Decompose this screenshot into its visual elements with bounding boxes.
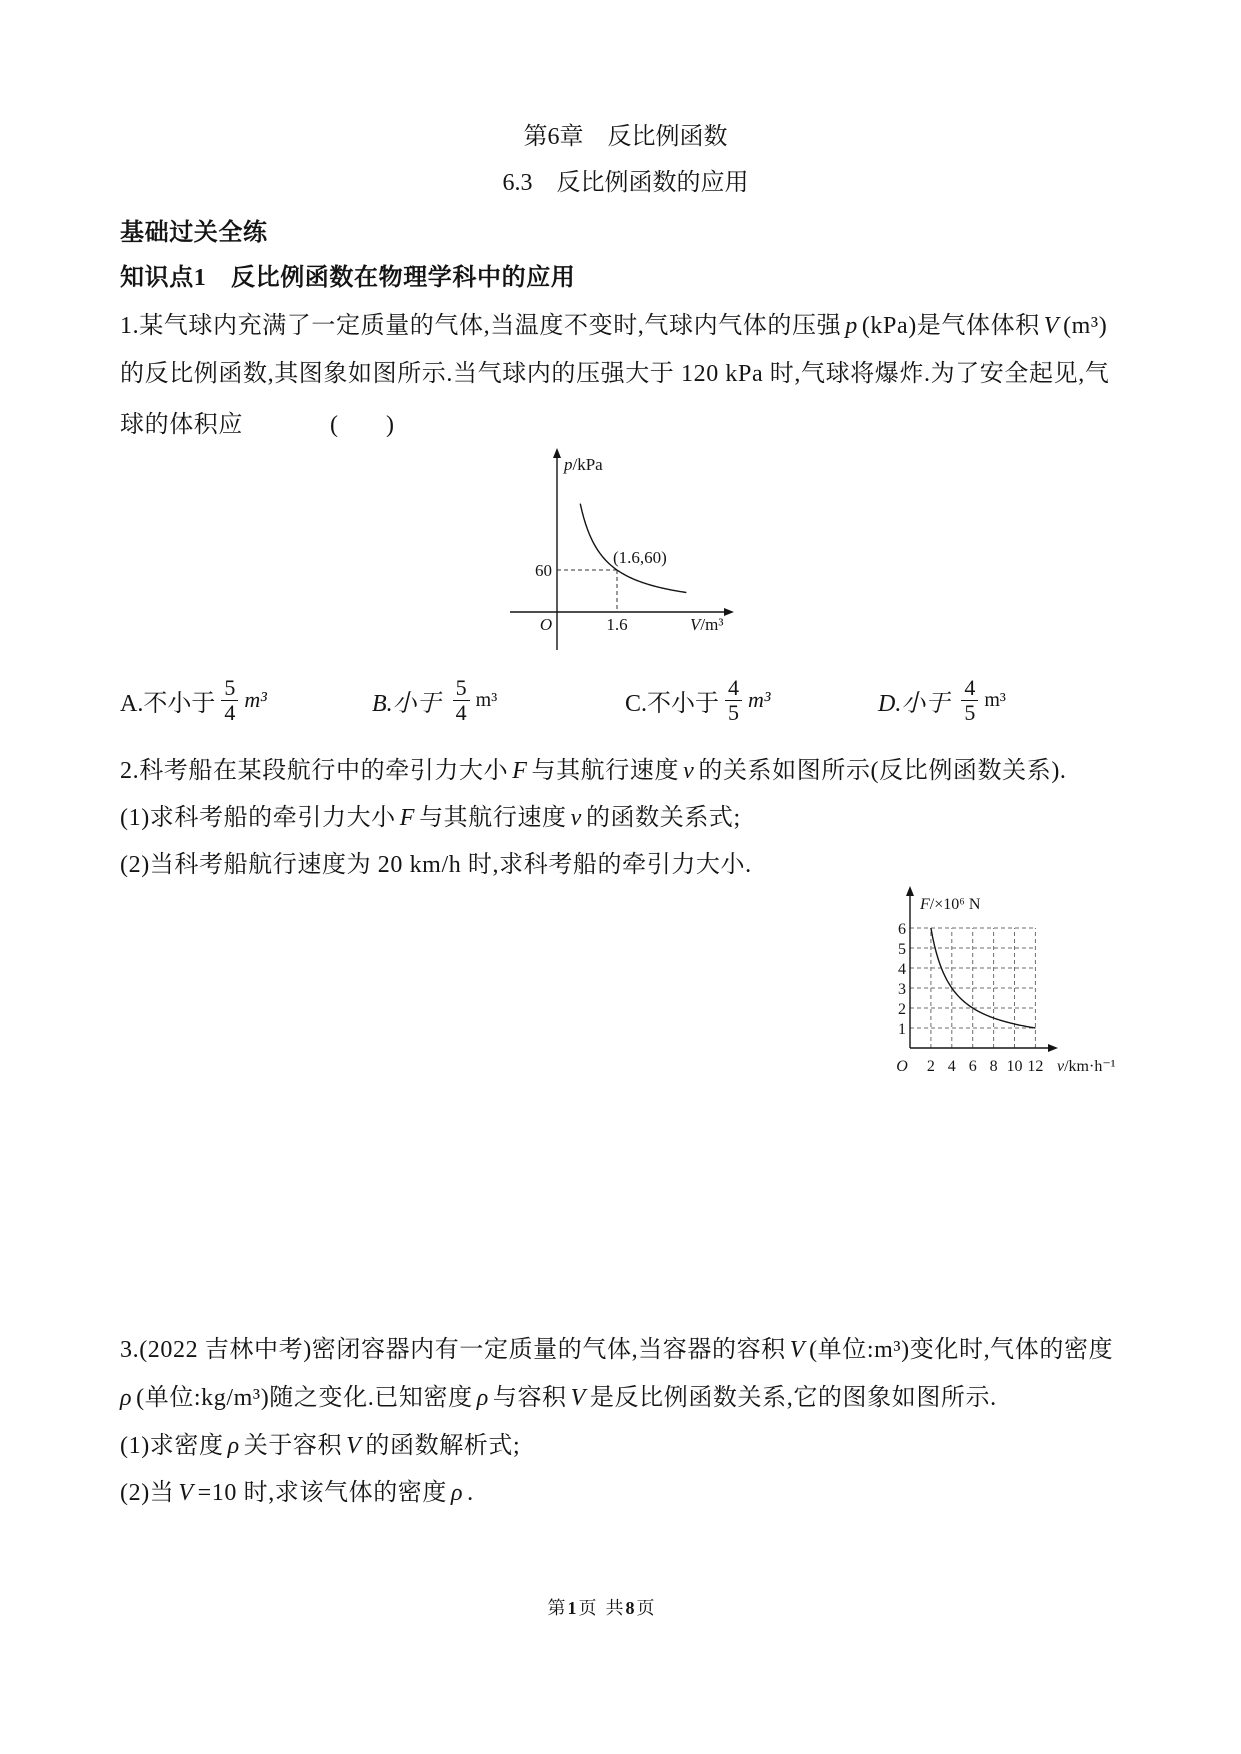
option-d-label: D.小于 (878, 690, 950, 717)
q3-var-v: V (789, 1337, 806, 1363)
option-a-label: A.不小于 (120, 690, 216, 717)
x-axis-var: V (690, 615, 701, 634)
x-axis-label (1057, 1058, 1116, 1075)
numerator: 5 (221, 676, 238, 701)
q1-var-p: p (845, 313, 858, 339)
q3-text: 的函数解析式; (365, 1433, 521, 1459)
q2-var-f: F (512, 758, 528, 784)
option-c-fraction (725, 676, 742, 725)
q2-var-v: v (570, 805, 582, 831)
footer-middle: 页 共 (578, 1598, 624, 1618)
footer-suffix: 页 (636, 1598, 655, 1618)
x-tick-label: 1.6 (606, 615, 628, 634)
option-b (372, 670, 497, 730)
origin-label: O (539, 615, 553, 634)
option-a-unit: m³ (244, 687, 267, 712)
q3-text: (单位:m³)变化时,气体的密度 (809, 1337, 1114, 1363)
y-axis-label (919, 896, 981, 913)
x-tick-label: 10 (1006, 1058, 1023, 1075)
knowledge-point-title: 知识点1 反比例函数在物理学科中的应用 (120, 265, 576, 291)
denominator: 4 (224, 699, 236, 725)
page-footer (0, 1596, 1202, 1620)
q3-var-v: V (346, 1433, 362, 1459)
q2-line-2 (120, 803, 741, 833)
part-title: 基础过关全练 (120, 220, 268, 246)
q2-text: 的关系如图所示(反比例函数关系). (698, 758, 1067, 784)
option-b-fraction (453, 676, 470, 725)
q3-var-rho: ρ (476, 1385, 489, 1411)
x-axis-arrow (1048, 1044, 1058, 1052)
y-tick-label: 60 (535, 561, 552, 580)
q1-line-2: 的反比例函数,其图象如图所示.当气球内的压强大于 120 kPa 时,气球将爆炸.为了安全起见,气 (120, 361, 1110, 387)
figure-1-pressure-volume-graph (490, 440, 750, 655)
q3-text: =10 时,求该气体的密度 (197, 1480, 447, 1506)
x-tick-label: 12 (1027, 1058, 1044, 1075)
option-b-unit: m³ (475, 688, 498, 711)
y-axis-var: p (564, 455, 573, 474)
q2-text: (1)求科考船的牵引力大小 (120, 805, 396, 831)
q2-var-v: v (683, 758, 695, 784)
y-axis-var: F (920, 896, 930, 913)
y-axis-label (563, 455, 603, 474)
q3-text: 与容积 (492, 1385, 567, 1411)
q3-line-2 (120, 1383, 997, 1413)
option-d-unit: m³ (984, 688, 1006, 711)
q2-text: 与其航行速度 (419, 805, 567, 831)
numerator: 4 (961, 676, 978, 701)
q2-var-f: F (399, 805, 416, 831)
grid (910, 928, 1035, 1048)
inverse-curve (931, 928, 1036, 1028)
q1-line-3: 球的体积应 (120, 412, 243, 438)
q3-var-v: V (570, 1385, 586, 1411)
origin-label: O (896, 1058, 908, 1075)
y-tick-label: 3 (898, 981, 906, 998)
q3-var-rho: ρ (120, 1385, 133, 1411)
y-tick-label: 6 (898, 921, 906, 938)
q2-line-1 (120, 756, 1067, 786)
q3-text: 3.(2022 吉林中考)密闭容器内有一定质量的气体,当容器的容积 (120, 1337, 786, 1363)
q3-text: . (467, 1480, 474, 1506)
x-tick-label: 6 (968, 1058, 977, 1075)
y-tick-label: 2 (898, 1001, 906, 1018)
x-axis-var: v (1057, 1058, 1065, 1075)
q2-text: 的函数关系式; (585, 805, 741, 831)
q3-var-rho: ρ (227, 1433, 240, 1459)
footer-prefix: 第 (547, 1598, 566, 1618)
option-c-label: C.不小于 (625, 690, 720, 717)
x-tick-label: 8 (989, 1058, 998, 1075)
y-tick-label: 5 (898, 941, 906, 958)
current-page-number: 1 (567, 1598, 577, 1618)
q3-var-v: V (178, 1480, 194, 1506)
y-axis-unit: /×10⁶ N (929, 896, 981, 913)
q1-line-1 (120, 311, 1107, 341)
option-d-fraction (961, 676, 978, 725)
tick-labels (898, 921, 1043, 1075)
q3-text: (单位:kg/m³)随之变化.已知密度 (136, 1385, 473, 1411)
denominator: 4 (455, 699, 467, 725)
numerator: 4 (725, 676, 742, 701)
x-axis-unit: /km·h⁻¹ (1064, 1058, 1116, 1075)
q1-text: (kPa)是气体体积 (861, 313, 1040, 339)
q2-text: 与其航行速度 (531, 758, 680, 784)
x-axis-label (690, 615, 723, 634)
option-c (625, 670, 771, 730)
option-d (878, 670, 1006, 730)
y-axis-arrow (553, 448, 561, 458)
q3-line-4 (120, 1478, 474, 1508)
q3-text: 关于容积 (243, 1433, 343, 1459)
total-page-number: 8 (625, 1598, 635, 1618)
option-a-fraction (221, 676, 238, 725)
x-tick-label: 4 (947, 1058, 956, 1075)
y-axis-arrow (906, 886, 914, 896)
q3-text: 是反比例函数关系,它的图象如图所示. (589, 1385, 997, 1411)
chapter-title: 第6章 反比例函数 (523, 124, 728, 150)
q1-text: 1.某气球内充满了一定质量的气体,当温度不变时,气球内气体的压强 (120, 313, 842, 339)
x-axis-arrow (724, 608, 734, 616)
q3-line-3 (120, 1431, 520, 1461)
q1-answer-bracket: ( ) (330, 412, 394, 438)
q3-var-rho: ρ (451, 1480, 464, 1506)
y-tick-label: 1 (898, 1021, 906, 1038)
q1-text: (m³) (1063, 313, 1108, 339)
denominator: 5 (728, 699, 740, 725)
q3-text: (1)求密度 (120, 1433, 224, 1459)
section-title: 6.3 反比例函数的应用 (502, 170, 749, 196)
q3-line-1 (120, 1335, 1113, 1365)
option-c-unit: m³ (748, 687, 771, 712)
option-a (120, 670, 267, 730)
y-tick-label: 4 (898, 961, 906, 978)
figure-2-force-speed-graph (880, 880, 1142, 1080)
x-tick-label: 2 (926, 1058, 935, 1075)
option-b-label: B.小于 (372, 690, 441, 717)
q2-text: 2.科考船在某段航行中的牵引力大小 (120, 758, 509, 784)
x-axis-unit: /m³ (700, 615, 724, 634)
y-axis-unit: /kPa (572, 455, 603, 474)
q3-text: (2)当 (120, 1480, 175, 1506)
q2-line-3: (2)当科考船航行速度为 20 km/h 时,求科考船的牵引力大小. (120, 852, 752, 878)
denominator: 5 (964, 699, 976, 725)
point-label: (1.6,60) (613, 548, 667, 567)
q1-var-v: V (1043, 313, 1060, 339)
numerator: 5 (453, 676, 470, 701)
